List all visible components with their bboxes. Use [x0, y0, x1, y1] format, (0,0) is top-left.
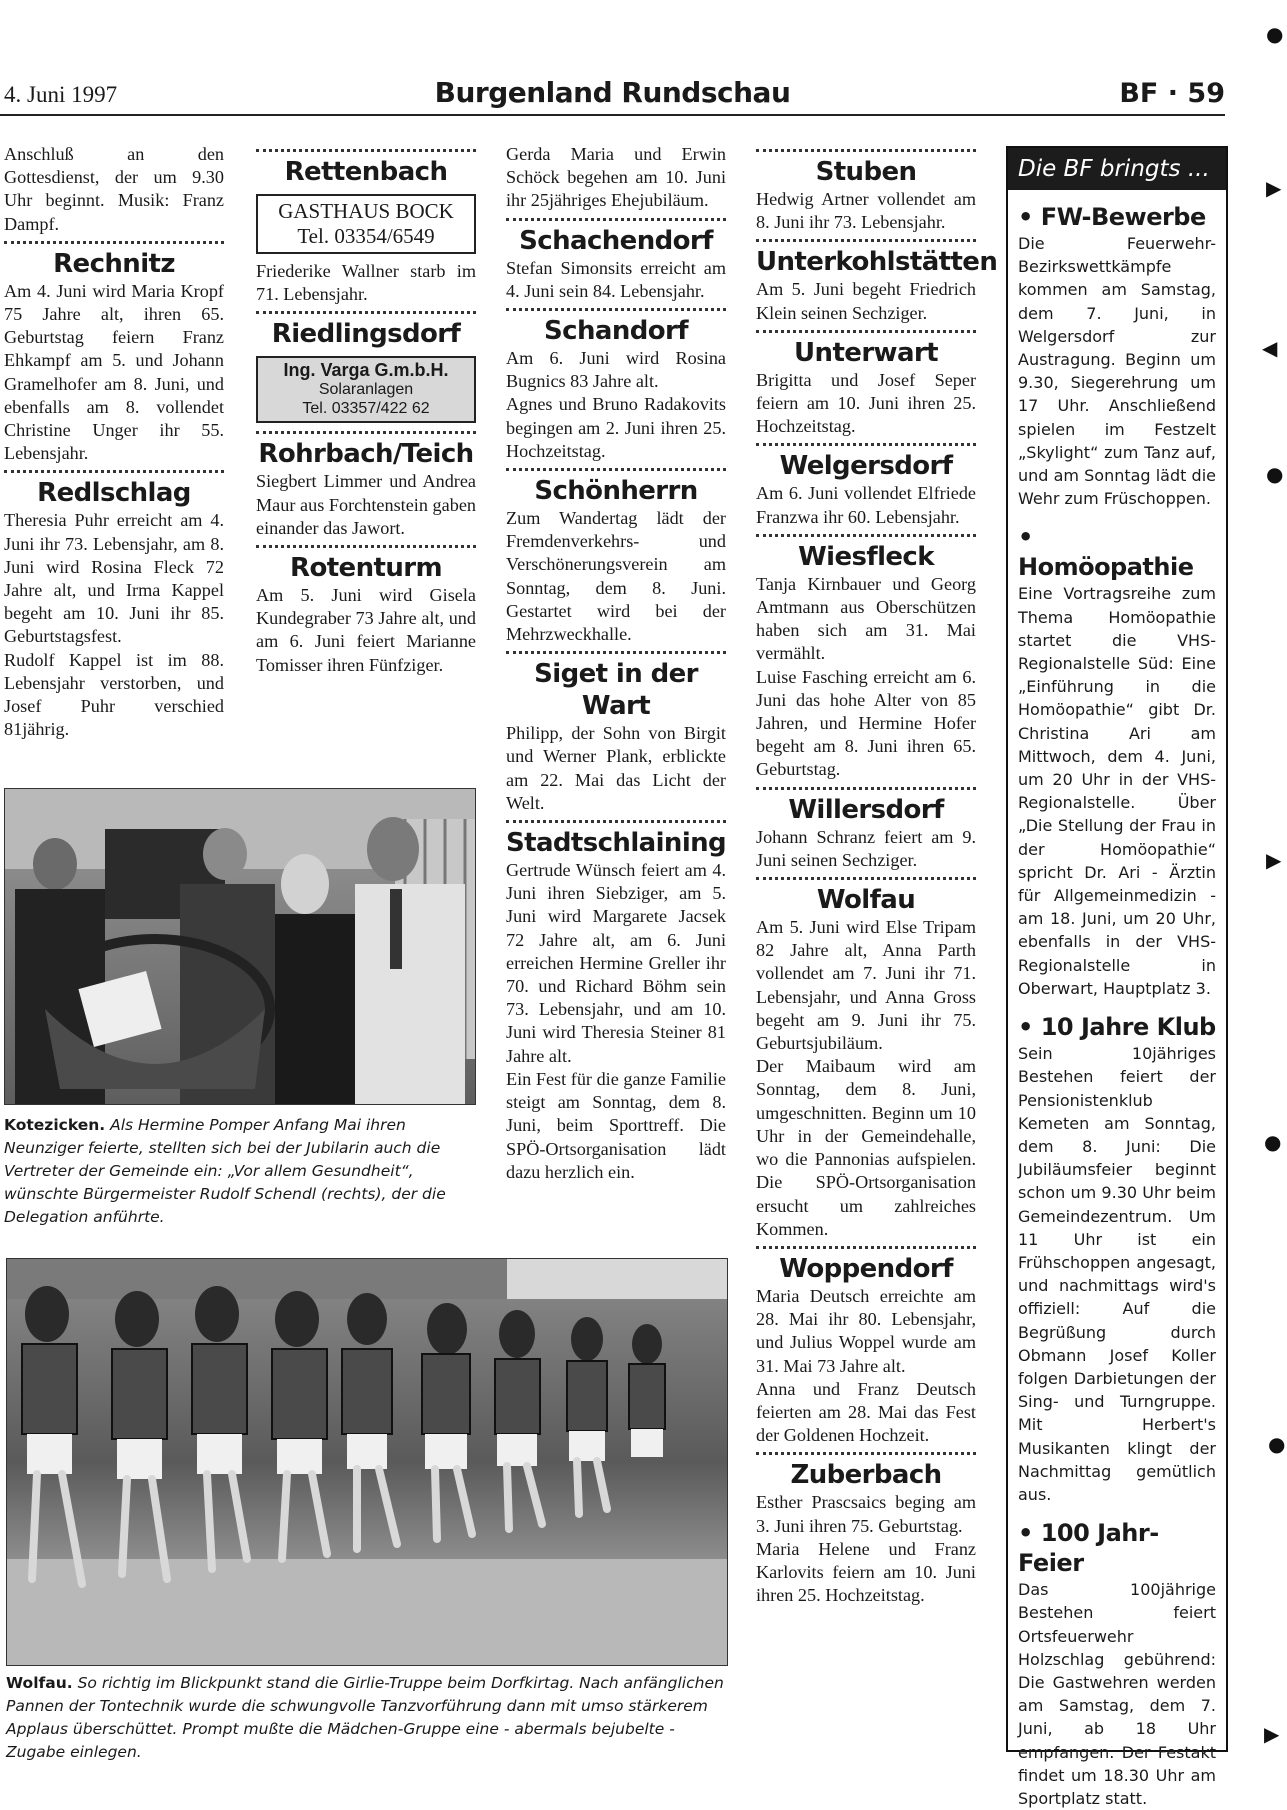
- article-text: Tanja Kirnbauer und Georg Amtmann aus Oberschützen haben sich am 31. Mai vermählt.: [756, 573, 976, 664]
- ad-subtitle: Solaranlagen: [318, 381, 414, 399]
- dotted-divider: [506, 218, 726, 221]
- article-text: Brigitta und Josef Seper feiern am 10. Juni ihren 25. Hochzeitstag.: [756, 369, 976, 437]
- article-text: Gertrude Wünsch feiert am 4. Juni ihren Siebziger, am 5. Juni wird Margarete Jacsek 72 Jahre alt, am 6. Juni erreichen Hermine Greller ihr 70. und Richard Böhm sein 73. Lebensjahr, und am 10. Juni wird Theresia Steiner 81 Jahre alt.: [506, 860, 726, 1066]
- sidebar-item: [1008, 1012, 1226, 1506]
- article-text: Am 6. Juni wird Rosina Bugnics 83 Jahre alt.: [506, 348, 726, 392]
- page-number: BF · 59: [1119, 78, 1225, 109]
- caption-wolfau: [6, 1672, 726, 1764]
- heading-unterwart: Unterwart: [794, 337, 938, 368]
- article-text: Maria Deutsch erreichte am 28. Mai ihr 80. Lebensjahr, und Julius Woppel wurde am 31. Mai 73 Jahre alt.: [756, 1285, 976, 1376]
- dotted-divider: [4, 241, 224, 244]
- article-text: Zum Wandertag lädt der Fremdenverkehrs- und Verschönerungsverein am Sonntag, dem 8. Juni. Gestartet wird bei der Mehrzweckhalle.: [506, 508, 726, 645]
- article-text: Am 4. Juni wird Maria Kropf 75 Jahre alt, ihren 65. Geburtstag feiern Franz Ehkampf am 5. und Johann Gramelhofer am 8. Juni, und ebenfalls am 8. vollendet Christine Unger ihr 55. Lebensjahr.: [4, 280, 224, 464]
- margin-mark-icon: ●: [1264, 1130, 1282, 1154]
- article-text: Philipp, der Sohn von Birgit und Werner Plank, erblickte am 22. Mai das Licht der Welt.: [506, 723, 726, 813]
- ad-phone: Tel. 03354/6549: [297, 224, 435, 248]
- sidebar-item: [1008, 1518, 1226, 1810]
- article-text: Esther Prascsaics beging am 3. Juni ihren 75. Geburtstag.: [756, 1492, 976, 1536]
- sidebar-item-title: • FW-Bewerbe: [1018, 203, 1206, 231]
- caption-text: So richtig im Blickpunkt stand die Girlie-Truppe beim Dorfkirtag. Nach anfänglichen Pannen der Tontechnik wurde die schwungvolle Tanzvorführung dann mit umso stärkerem Applaus überschüttet. Prompt mußte die Mädchen-Gruppe eine - abermals bejubelte - Zugabe einlegen.: [6, 1674, 724, 1761]
- article-text: Am 6. Juni vollendet Elfriede Franzwa ihr 60. Lebensjahr.: [756, 483, 976, 527]
- dotted-divider: [756, 534, 976, 537]
- heading-schachendorf: Schachendorf: [519, 225, 713, 256]
- heading-welgersdorf: Welgersdorf: [779, 451, 953, 482]
- heading-wolfau: Wolfau: [816, 885, 916, 916]
- dotted-divider: [756, 1452, 976, 1455]
- heading-wiesfleck: Wiesfleck: [798, 541, 934, 572]
- page-header: [0, 74, 1225, 116]
- sidebar-item: [1008, 522, 1226, 1000]
- margin-mark-icon: ▶: [1266, 848, 1282, 872]
- dotted-divider: [756, 239, 976, 242]
- caption-kotezicken: [4, 1114, 474, 1229]
- article-text: Luise Fasching erreicht am 6. Juni das hohe Alter von 85 Jahren, und Hermine Hofer begeht am 8. Juni ihren 65. Geburtstag.: [756, 666, 976, 780]
- dotted-divider: [756, 443, 976, 446]
- heading-riedlingsdorf: Riedlingsdorf: [271, 319, 461, 350]
- heading-schandorf: Schandorf: [544, 316, 688, 347]
- dotted-divider: [756, 149, 976, 152]
- article-text: Am 5. Juni wird Else Tripam 82 Jahre alt, Anna Parth vollendet am 7. Juni ihr 71. Lebensjahr, und Anna Gross begeht am 9. Juni ihr 75. Geburtsjubiläum.: [756, 917, 976, 1054]
- dotted-divider: [756, 787, 976, 790]
- article-text: Johann Schranz feiert am 9. Juni seinen Sechziger.: [756, 826, 976, 870]
- dotted-divider: [756, 330, 976, 333]
- dotted-divider: [506, 651, 726, 654]
- margin-mark-icon: ▶: [1266, 176, 1282, 200]
- heading-stadtschlaining: Stadtschlaining: [506, 828, 727, 859]
- heading-rotenturm: Rotenturm: [290, 553, 442, 584]
- heading-unterkohlstaetten: Unterkohlstätten: [756, 247, 998, 278]
- heading-rechnitz: Rechnitz: [53, 248, 175, 279]
- heading-stuben: Stuben: [815, 157, 917, 187]
- article-text: Der Maibaum wird am Sonntag, dem 8. Juni, umgeschnitten. Beginn um 10 Uhr in der Gemeindehalle, wo die Pannonias aufspielen. Die SPÖ-Ortsorganisation ersucht um zahlreiches Kommen.: [756, 1056, 976, 1239]
- article-text: Theresia Puhr erreicht am 4. Juni ihr 73. Lebensjahr, am 8. Juni wird Rosina Fleck 72 Jahre alt, und Irma Kappel begeht am 10. Juni ihr 85. Geburtstagsfest.: [4, 510, 224, 647]
- dotted-divider: [4, 470, 224, 473]
- heading-rohrbach: Rohrbach/Teich: [258, 439, 474, 470]
- sidebar-item-title: • 100 Jahr-Feier: [1018, 1519, 1159, 1578]
- margin-mark-icon: ◀: [1262, 336, 1278, 360]
- caption-place: Kotezicken.: [4, 1116, 106, 1134]
- sidebar-item-text: Die Feuerwehr-Bezirkswettkämpfe kommen am Samstag, dem 7. Juni, in Welgersdorf zur Austragung. Beginn um 9.30, Siegerehrung um 17 Uhr. Anschließend spielen im Festzelt „Skylight“ zum Tanz auf, und am Sonntag lädt die Wehr zum Früschoppen.: [1018, 234, 1216, 509]
- dotted-divider: [506, 468, 726, 471]
- sidebar-item-title: • 10 Jahre Klub: [1018, 1013, 1216, 1042]
- column-2: [256, 143, 476, 677]
- article-text: Friederike Wallner starb im 71. Lebensjahr.: [256, 261, 476, 305]
- heading-siget: Siget in der Wart: [534, 659, 698, 722]
- margin-mark-icon: ●: [1266, 22, 1284, 46]
- margin-mark-icon: ●: [1266, 462, 1284, 486]
- sidebar-item-text: Eine Vortragsreihe zum Thema Homöopathie startet die VHS-Regionalstelle Süd: Eine „Einführung in die Homöopathie“ gibt Dr. Christina Ari am Mittwoch, dem 4. Juni, um 20 Uhr in der VHS-Regionalstelle. Über „Die Stellung der Frau in der Homöopathie“ spricht Dr. Ari - Ärztin für Allgemeinmedizin - am 18. Juni, um 20 Uhr, ebenfalls in der VHS-Regionalstelle in Oberwart, Hauptplatz 3.: [1018, 584, 1216, 998]
- article-text: Siegbert Limmer und Andrea Maur aus Forchtenstein gaben einander das Jawort.: [256, 471, 476, 538]
- article-text: Am 5. Juni wird Gisela Kundegraber 73 Jahre alt, und am 6. Juni feiert Marianne Tomisser ihren Fünfziger.: [256, 585, 476, 675]
- margin-mark-icon: ▶: [1264, 1722, 1280, 1746]
- caption-place: Wolfau.: [6, 1674, 73, 1692]
- heading-willersdorf: Willersdorf: [788, 794, 944, 825]
- column-1: [4, 143, 224, 741]
- dotted-divider: [506, 820, 726, 823]
- article-text: Stefan Simonsits erreicht am 4. Juni sein 84. Lebensjahr.: [506, 257, 726, 301]
- column-4: [756, 143, 998, 1607]
- heading-redlschlag: Redlschlag: [37, 478, 191, 509]
- sidebar-item-text: Sein 10jähriges Bestehen feiert der Pensionistenklub Kemeten am Sonntag, dem 8. Juni: Die Jubiläumsfeier beginnt schon um 9.30 Uhr beim Gemeindezentrum. Um 11 Uhr ist ein Frühschoppen angesagt, und nachmittags wird's offiziell: Auf die Begrüßung durch Obmann Josef Koller folgen Darbietungen der Sing- und Turngruppe. Mit Herbert's Musikanten klingt der Nachmittag gemütlich aus.: [1018, 1044, 1216, 1504]
- dotted-divider: [756, 1246, 976, 1249]
- heading-rettenbach: Rettenbach: [284, 157, 448, 187]
- article-text: Maria Helene und Franz Karlovits feiern am 10. Juni ihren 25. Hochzeitstag.: [756, 1538, 976, 1606]
- article-text: Gerda Maria und Erwin Schöck begehen am 10. Juni ihr 25jähriges Ehejubiläum.: [506, 144, 726, 211]
- photo-kotezicken-image: [5, 789, 475, 1104]
- dotted-divider: [256, 311, 476, 314]
- ad-phone: Tel. 03357/422 62: [302, 400, 430, 418]
- article-text: Am 5. Juni begeht Friedrich Klein seinen Sechziger.: [756, 279, 976, 323]
- article-text: Ein Fest für die ganze Familie steigt am Sonntag, dem 8. Juni, beim Sporttreff. Die SPÖ-Ortsorganisation lädt dazu herzlich ein.: [506, 1068, 726, 1182]
- article-text: Anschluß an den Gottesdienst, der um 9.30 Uhr beginnt. Musik: Franz Dampf.: [4, 144, 224, 234]
- dotted-divider: [506, 308, 726, 311]
- heading-schoenherrn: Schönherrn: [534, 476, 698, 507]
- photo-kotezicken: [4, 788, 476, 1105]
- dotted-divider: [256, 149, 476, 152]
- sidebar-item-title: • Homöopathie: [1018, 523, 1194, 582]
- dotted-divider: [756, 877, 976, 880]
- heading-woppendorf: Woppendorf: [779, 1253, 953, 1284]
- issue-date: 4. Juni 1997: [4, 82, 118, 107]
- dotted-divider: [256, 545, 476, 548]
- photo-wolfau: [6, 1258, 728, 1666]
- ad-name: Ing. Varga G.m.b.H.: [283, 360, 449, 381]
- sidebar-box: [1006, 146, 1228, 1808]
- dotted-divider: [256, 431, 476, 434]
- column-3: [506, 143, 726, 1184]
- sidebar-item-text: Das 100jährige Bestehen feiert Ortsfeuerwehr Holzschlag gebührend: Die Gastwehren werden am Samstag, dem 7. Juni, ab 18 Uhr empfangen. Der Festakt findet um 18.30 Uhr am Sportplatz statt.: [1018, 1580, 1216, 1808]
- margin-mark-icon: ●: [1268, 1432, 1286, 1456]
- newspaper-title: Burgenland Rundschau: [434, 76, 791, 109]
- heading-zuberbach: Zuberbach: [790, 1460, 942, 1491]
- sidebar-item: [1008, 202, 1226, 510]
- caption-text: Als Hermine Pomper Anfang Mai ihren Neunziger feierte, stellten sich bei der Jubilarin auch die Vertreter der Gemeinde ein: „Vor allem Gesundheit“, wünschte Bürgermeister Rudolf Schendl (rechts), der die Delegation anführte.: [4, 1116, 446, 1226]
- advertisement-varga: [256, 356, 476, 423]
- ad-name: GASTHAUS BOCK: [278, 199, 454, 223]
- advertisement-gasthaus-bock: [256, 194, 476, 254]
- article-text: Anna und Franz Deutsch feierten am 28. Mai das Fest der Goldenen Hochzeit.: [756, 1378, 976, 1446]
- article-text: Hedwig Artner vollendet am 8. Juni ihr 73. Lebensjahr.: [756, 189, 976, 233]
- article-text: Rudolf Kappel ist im 88. Lebensjahr verstorben, und Josef Puhr verschied 81jährig.: [4, 649, 224, 740]
- photo-wolfau-image: [7, 1259, 727, 1665]
- article-text: Agnes und Bruno Radakovits begingen am 2. Juni ihren 25. Hochzeitstag.: [506, 394, 726, 461]
- sidebar-heading: Die BF bringts ...: [1008, 148, 1226, 190]
